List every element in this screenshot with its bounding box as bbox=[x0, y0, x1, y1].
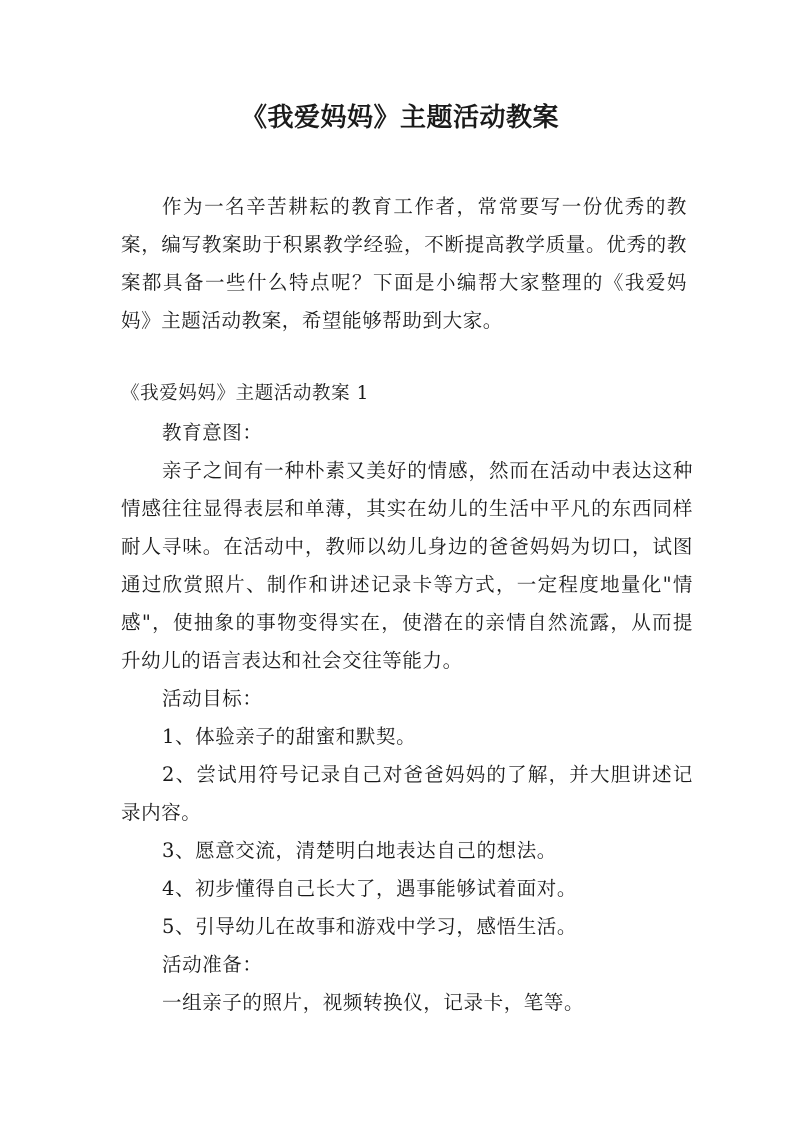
section-paragraph: 3、愿意交流，清楚明白地表达自己的想法。 bbox=[162, 839, 557, 862]
section-paragraph: 2、尝试用符号记录自己对爸爸妈妈的了解，并大胆讲述记录内容。 bbox=[121, 763, 693, 824]
section-paragraph: 5、引导幼儿在故事和游戏中学习，感悟生活。 bbox=[162, 915, 578, 938]
section-paragraph: 活动目标： bbox=[162, 687, 263, 710]
document-title: 《我爱妈妈》主题活动教案 bbox=[240, 103, 559, 133]
section-paragraph: 教育意图： bbox=[162, 421, 263, 444]
section-paragraph: 亲子之间有一种朴素又美好的情感，然而在活动中表达这种情感往往显得表层和单薄，其实在幼儿的生活中平凡的东西同样耐人寻味。在活动中，教师以幼儿身边的爸爸妈妈为切口，试图通过欣赏照片、制作和讲述记录卡等方式，一定程度地量化"情感"，使抽象的事物变得实在，使潜在的亲情自然流露，从而提升幼儿的语言表达和社会交往等能力。 bbox=[121, 459, 693, 672]
section-paragraph: 4、初步懂得自己长大了，遇事能够试着面对。 bbox=[162, 877, 578, 900]
intro-paragraph: 作为一名辛苦耕耘的教育工作者，常常要写一份优秀的教案，编写教案助于积累教学经验，不断提高教学质量。优秀的教案都具备一些什么特点呢？下面是小编帮大家整理的《我爱妈妈》主题活动教案，希望能够帮助到大家。 bbox=[121, 195, 687, 332]
section-heading: 《我爱妈妈》主题活动教案 1 bbox=[121, 383, 370, 404]
section-paragraph: 一组亲子的照片，视频转换仪，记录卡，笔等。 bbox=[162, 991, 585, 1014]
section-paragraph: 1、体验亲子的甜蜜和默契。 bbox=[162, 725, 417, 748]
section-paragraph: 活动准备： bbox=[162, 953, 263, 976]
section-1 bbox=[121, 380, 693, 1022]
